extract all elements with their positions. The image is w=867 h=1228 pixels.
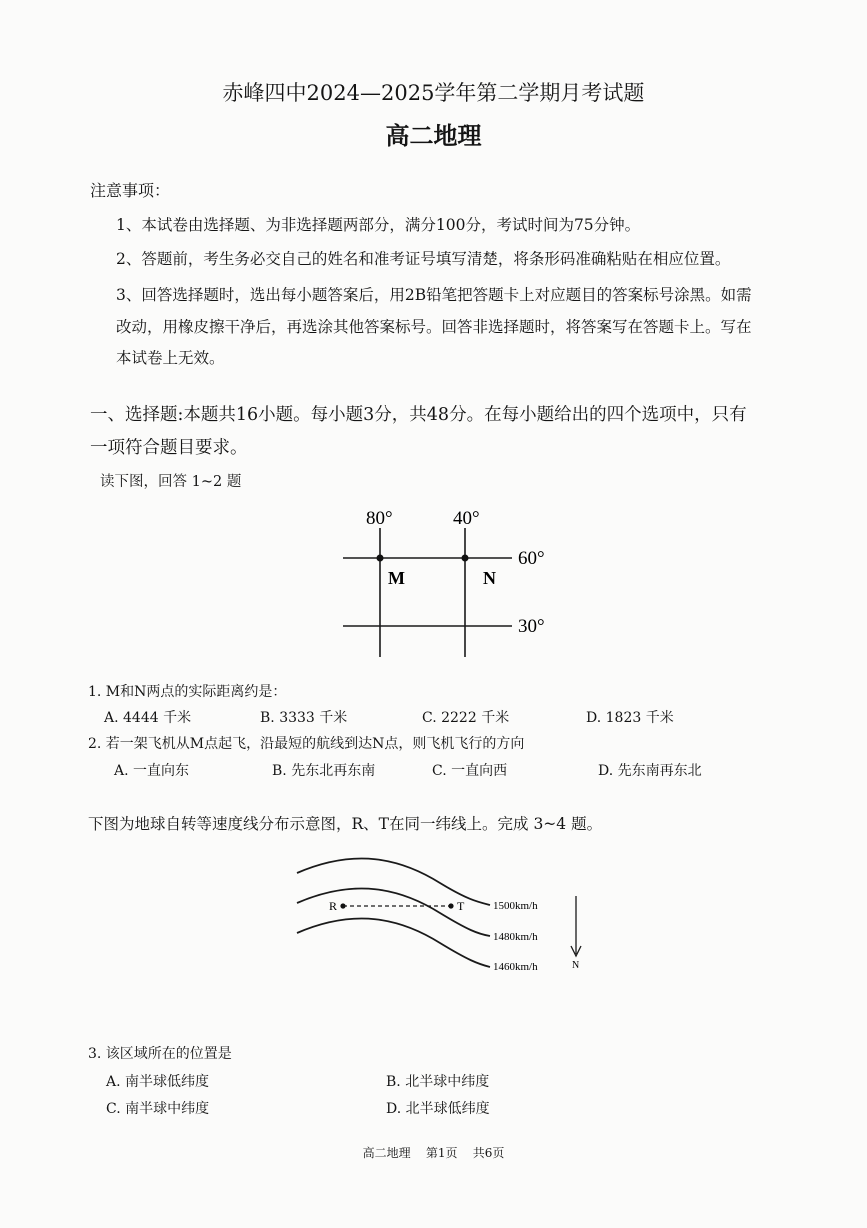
q1-option-a: A. 4444 千米 [104, 710, 192, 726]
point-m-dot [377, 555, 384, 562]
point-n-label: N [483, 568, 496, 588]
speed-label-1460: 1460km/h [493, 961, 538, 973]
speed-label-1500: 1500km/h [493, 900, 538, 912]
figure1-intro: 读下图，回答 1~2 题 [100, 474, 242, 490]
north-arrow-label: N [572, 960, 580, 971]
q2-option-c: C. 一直向西 [432, 763, 508, 779]
q3-option-b: B. 北半球中纬度 [386, 1074, 490, 1090]
notes-heading: 注意事项： [90, 181, 171, 200]
speed-label-1480: 1480km/h [493, 931, 538, 943]
note-item-3: 3、回答选择题时，选出每小题答案后，用2B铅笔把答题卡上对应题目的答案标号涂黑。如需 [116, 286, 752, 304]
figure2-intro: 下图为地球自转等速度线分布示意图，R、T在同一纬线上。完成 3~4 题。 [88, 815, 603, 833]
q3-option-d: D. 北半球低纬度 [386, 1101, 490, 1117]
lat-lon-grid-figure [330, 500, 570, 665]
rotation-speed-figure [290, 850, 600, 990]
exam-title: 赤峰四中2024—2025学年第二学期月考试题 [222, 81, 645, 105]
lon-label-left: 80° [366, 508, 393, 529]
note-item-3-cont-1: 改动，用橡皮擦干净后，再选涂其他答案标号。回答非选择题时，将答案写在答题卡上。写在 [116, 318, 752, 336]
note-item-3-cont-2: 本试卷上无效。 [116, 349, 225, 367]
point-r-dot [340, 903, 345, 908]
point-m-label: M [388, 568, 405, 588]
q3-option-c: C. 南半球中纬度 [106, 1101, 210, 1117]
question-2-stem: 2. 若一架飞机从M点起飞，沿最短的航线到达N点，则飞机飞行的方向 [88, 736, 525, 752]
question-1-stem: 1. M和N两点的实际距离约是： [88, 684, 287, 700]
q1-option-d: D. 1823 千米 [586, 710, 674, 726]
point-n-dot [462, 555, 469, 562]
note-item-2: 2、答题前，考生务必交自己的姓名和准考证号填写清楚，将条形码准确粘贴在相应位置。 [116, 250, 731, 268]
lon-label-right: 40° [453, 508, 480, 529]
q1-option-b: B. 3333 千米 [260, 710, 348, 726]
point-r-label: R [329, 899, 338, 913]
question-3-stem: 3. 该区域所在的位置是 [88, 1046, 232, 1062]
point-t-label: T [457, 899, 465, 913]
q2-option-a: A. 一直向东 [114, 763, 190, 779]
q3-option-a: A. 南半球低纬度 [106, 1074, 210, 1090]
point-t-dot [448, 903, 453, 908]
section-heading-line1: 一、选择题:本题共16小题。每小题3分，共48分。在每小题给出的四个选项中，只有 [90, 405, 747, 425]
q2-option-b: B. 先东北再东南 [272, 763, 376, 779]
q2-option-d: D. 先东南再东北 [598, 763, 702, 779]
page-footer: 高二地理 第1页 共6页 [362, 1146, 505, 1160]
lat-label-top: 60° [518, 548, 545, 569]
lat-label-bottom: 30° [518, 616, 545, 637]
q1-option-c: C. 2222 千米 [422, 710, 510, 726]
note-item-1: 1、本试卷由选择题、为非选择题两部分，满分100分，考试时间为75分钟。 [116, 216, 641, 234]
exam-subtitle: 高二地理 [385, 121, 482, 150]
section-heading-line2: 一项符合题目要求。 [90, 438, 248, 458]
